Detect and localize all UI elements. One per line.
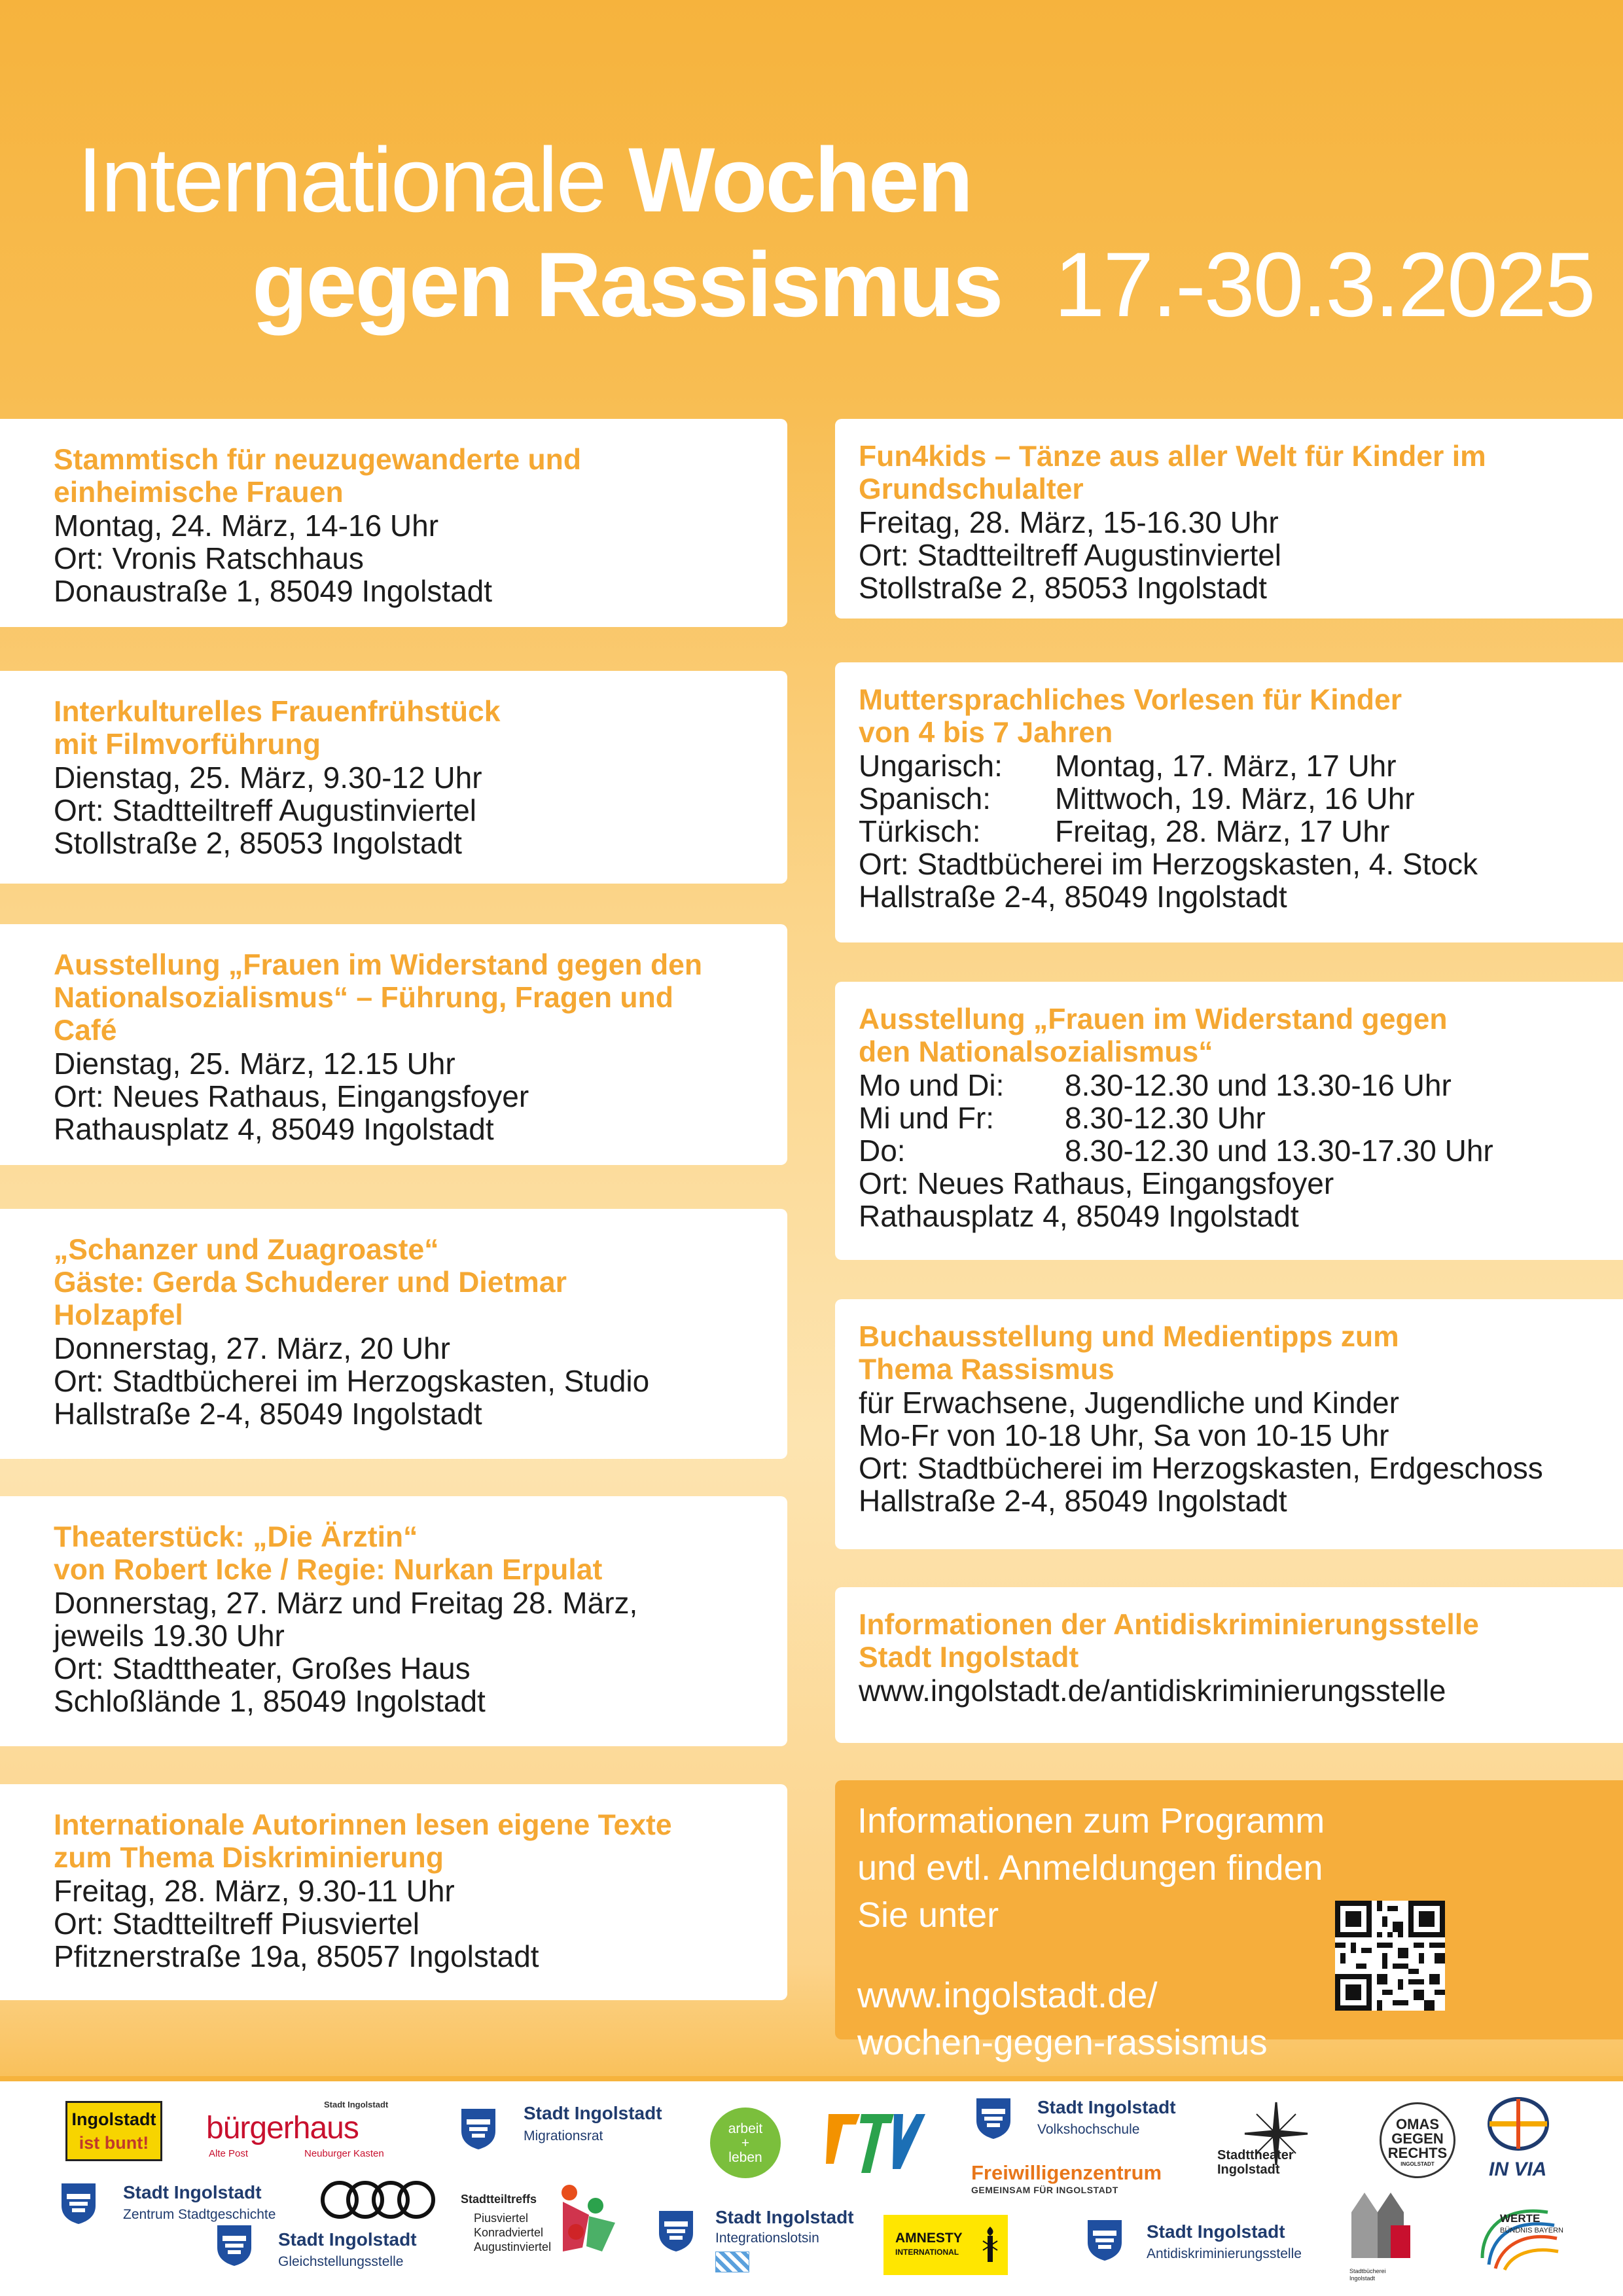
candle-icon xyxy=(982,2227,999,2265)
logo-text: INGOLSTADT xyxy=(1400,2161,1435,2167)
herzogskasten-building-icon xyxy=(1345,2186,1417,2265)
event-details: Montag, 24. März, 14-16 Uhr Ort: Vronis Ratschhaus Donaustraße 1, 85049 Ingolstadt xyxy=(54,509,493,608)
hours-value: 8.30-12.30 und 13.30-16 Uhr xyxy=(1065,1068,1452,1102)
event-details: Freitag, 28. März, 15-16.30 Uhr Ort: Stadtteiltreff Augustinviertel Stollstraße 2, 85053 Ingolstadt xyxy=(859,505,1282,605)
event-title: Stammtisch für neuzugewanderte und einheimische Frauen xyxy=(54,444,582,509)
title-line-2 xyxy=(77,232,1594,337)
logo-buergerhaus xyxy=(206,2100,402,2165)
event-title: „Schanzer und Zuagroaste“ Gäste: Gerda Schuderer und Dietmar Holzapfel xyxy=(54,1234,567,1331)
logo-integrationslotsin: Integrationslotsin xyxy=(715,2231,819,2246)
logo-werte: WERTE xyxy=(1500,2212,1541,2225)
language-label: Ungarisch: xyxy=(859,749,1003,783)
logo-text: RECHTS xyxy=(1387,2145,1448,2161)
program-url[interactable] xyxy=(857,1971,1603,2066)
logo-text: Ingolstadt xyxy=(71,2109,156,2129)
event-details: Dienstag, 25. März, 9.30-12 Uhr Ort: Stadtteiltreff Augustinviertel Stollstraße 2, 85053 Ingolstadt xyxy=(54,761,482,860)
ingolstadt-crest-icon xyxy=(460,2108,497,2151)
logo-text: Freiwilligenzentrum xyxy=(971,2161,1162,2184)
logo-stadt-ingolstadt: Stadt Ingolstadt xyxy=(1147,2221,1285,2242)
program-url-line-1[interactable]: www.ingolstadt.de/ xyxy=(857,1975,1158,2015)
event-title: Internationale Autorinnen lesen eigene Texte zum Thema Diskriminierung xyxy=(54,1809,672,1874)
logo-stadt-ingolstadt: Stadt Ingolstadt xyxy=(524,2103,662,2123)
logo-stadt-ingolstadt: Stadt Ingolstadt xyxy=(715,2207,854,2227)
logo-text: OMAS xyxy=(1396,2116,1439,2132)
event-card-schanzer xyxy=(0,1209,787,1459)
event-card-fun4kids xyxy=(835,419,1623,619)
language-time: Mittwoch, 19. März, 16 Uhr xyxy=(1055,781,1415,816)
logo-text: ist bunt! xyxy=(79,2133,149,2153)
event-card-theaterstueck xyxy=(0,1496,787,1746)
poster-title xyxy=(77,128,1594,337)
logo-stadtteiltreffs-list: Piusviertel Konradviertel Augustinviertel xyxy=(474,2212,552,2253)
program-url-line-2[interactable]: wochen-gegen-rassismus xyxy=(857,2022,1268,2062)
logo-freiwilligenzentrum xyxy=(971,2161,1168,2195)
antidiskriminierung-link[interactable]: www.ingolstadt.de/antidiskriminierungsstelle xyxy=(859,1674,1446,1708)
logo-gleichstellungsstelle: Gleichstellungsstelle xyxy=(278,2254,404,2269)
hours-value: 8.30-12.30 und 13.30-17.30 Uhr xyxy=(1065,1134,1493,1168)
logo-stadttheater: Stadttheater Ingolstadt xyxy=(1217,2148,1294,2177)
event-card-fruehstueck xyxy=(0,671,787,884)
opening-hours xyxy=(859,1069,1603,1167)
event-card-ausstellung-fuehrung xyxy=(0,924,787,1165)
logo-arbeit-und-leben xyxy=(710,2108,781,2178)
logo-werte-buendnis: BÜNDNIS BAYERN xyxy=(1500,2227,1563,2234)
logo-stadtteiltreffs-title: Stadtteiltreffs xyxy=(461,2193,537,2206)
days-label: Mo und Di: xyxy=(859,1068,1005,1102)
language-time: Montag, 17. März, 17 Uhr xyxy=(1055,749,1397,783)
logo-zentrum-stadtgeschichte: Zentrum Stadtgeschichte xyxy=(123,2207,276,2222)
logo-text: bürgerhaus xyxy=(206,2111,359,2145)
event-details: Ort: Neues Rathaus, Eingangsfoyer Rathausplatz 4, 85049 Ingolstadt xyxy=(859,1166,1334,1233)
event-title: Ausstellung „Frauen im Widerstand gegen den Nationalsozialismus“ – Führung, Fragen und Café xyxy=(54,949,703,1047)
title-bold-2: gegen Rassismus xyxy=(252,233,1002,336)
event-details: Dienstag, 25. März, 12.15 Uhr Ort: Neues Rathaus, Eingangsfoyer Rathausplatz 4, 85049 Ingolstadt xyxy=(54,1047,529,1146)
language-label: Türkisch: xyxy=(859,814,981,848)
logo-stadtbuecherei: Stadtbücherei Ingolstadt xyxy=(1349,2268,1386,2282)
logo-text: arbeit xyxy=(728,2121,763,2136)
event-title: Theaterstück: „Die Ärztin“ von Robert Icke / Regie: Nurkan Erpulat xyxy=(54,1521,603,1586)
logo-text: INTERNATIONAL xyxy=(895,2248,959,2257)
bavarian-ministry-icon xyxy=(715,2251,749,2272)
event-details: Donnerstag, 27. März und Freitag 28. März, jeweils 19.30 Uhr Ort: Stadttheater, Großes Haus Schloßlände 1, 85049 Ingolstadt xyxy=(54,1586,638,1718)
event-card-antidiskriminierung xyxy=(835,1587,1623,1743)
ingolstadt-crest-icon xyxy=(975,2097,1012,2140)
event-card-autorinnen xyxy=(0,1784,787,2000)
language-time: Freitag, 28. März, 17 Uhr xyxy=(1055,814,1390,848)
event-card-buchausstellung xyxy=(835,1299,1623,1549)
event-card-vorlesen xyxy=(835,662,1623,942)
title-light: Internationale xyxy=(77,128,605,231)
partner-logos xyxy=(0,2081,1623,2296)
logo-migrationsrat: Migrationsrat xyxy=(524,2128,603,2144)
logo-text: GEGEN xyxy=(1391,2130,1444,2147)
in-via-globe-icon xyxy=(1486,2097,1551,2151)
event-details: für Erwachsene, Jugendliche und Kinder Mo-Fr von 10-18 Uhr, Sa von 10-15 Uhr Ort: Stadtbücherei im Herzogskasten, Erdgeschoss Hallstraße 2-4, 85049 Ingolstadt xyxy=(859,1386,1543,1518)
logo-stadt-ingolstadt: Stadt Ingolstadt xyxy=(123,2182,262,2202)
hours-value: 8.30-12.30 Uhr xyxy=(1065,1101,1266,1135)
ingolstadt-crest-icon xyxy=(1086,2219,1123,2262)
logo-in-via: IN VIA xyxy=(1489,2159,1547,2180)
language-label: Spanisch: xyxy=(859,781,991,816)
logo-amnesty-international xyxy=(883,2215,1008,2275)
title-bold-1: Wochen xyxy=(628,128,972,231)
event-title: Fun4kids – Tänze aus aller Welt für Kinder im Grundschulalter xyxy=(859,440,1486,505)
days-label: Do: xyxy=(859,1134,906,1168)
language-schedule xyxy=(859,749,1603,848)
event-title: Interkulturelles Frauenfrühstück mit Filmvorführung xyxy=(54,696,501,761)
ingolstadt-crest-icon xyxy=(216,2224,253,2267)
event-title: Buchausstellung und Medientipps zum Thema Rassismus xyxy=(859,1321,1399,1386)
logo-antidiskriminierungsstelle: Antidiskriminierungsstelle xyxy=(1147,2246,1302,2261)
event-details: Freitag, 28. März, 9.30-11 Uhr Ort: Stadtteiltreff Piusviertel Pfitznerstraße 19a, 85057 Ingolstadt xyxy=(54,1874,539,1973)
event-details: Ort: Stadtbücherei im Herzogskasten, 4. Stock Hallstraße 2-4, 85049 Ingolstadt xyxy=(859,847,1478,914)
event-card-ausstellung xyxy=(835,982,1623,1260)
event-card-stammtisch xyxy=(0,419,787,627)
event-title: Muttersprachliches Vorlesen für Kinder von 4 bis 7 Jahren xyxy=(859,684,1402,749)
werte-buendnis-swirl-icon xyxy=(1476,2199,1561,2271)
footer-divider xyxy=(0,2076,1623,2081)
info-text: Informationen zum Programm und evtl. Anmeldungen finden Sie unter xyxy=(857,1801,1325,1935)
logo-text: AMNESTY xyxy=(895,2231,963,2246)
logo-text: Alte Post xyxy=(209,2148,249,2159)
days-label: Mi und Fr: xyxy=(859,1101,995,1135)
ingolstadt-crest-icon xyxy=(60,2182,97,2225)
ingolstadt-crest-icon xyxy=(658,2210,694,2253)
logo-text: leben xyxy=(728,2150,762,2165)
logo-text: Stadt Ingolstadt xyxy=(324,2100,389,2109)
qr-code-icon[interactable] xyxy=(1335,1901,1445,2011)
logo-text: Neuburger Kasten xyxy=(304,2148,384,2159)
audi-rings-icon xyxy=(319,2179,436,2220)
logo-text: GEMEINSAM FÜR INGOLSTADT xyxy=(971,2185,1118,2195)
logo-ingolstadt-ist-bunt xyxy=(65,2101,162,2161)
logo-text: + xyxy=(741,2136,750,2151)
stadtteiltreffs-stw-logo-icon xyxy=(823,2102,928,2174)
logo-volkshochschule: Volkshochschule xyxy=(1037,2122,1140,2137)
event-title: Ausstellung „Frauen im Widerstand gegen den Nationalsozialismus“ xyxy=(859,1003,1448,1068)
logo-omas-gegen-rechts xyxy=(1380,2102,1455,2178)
logo-stadt-ingolstadt: Stadt Ingolstadt xyxy=(1037,2097,1176,2117)
event-title: Informationen der Antidiskriminierungsstelle Stadt Ingolstadt xyxy=(859,1609,1479,1674)
info-box xyxy=(835,1780,1623,2062)
logo-stadt-ingolstadt: Stadt Ingolstadt xyxy=(278,2229,417,2250)
stadtteiltreffs-people-icon xyxy=(550,2179,622,2258)
event-date-range: 17.-30.3.2025 xyxy=(1054,233,1594,336)
event-details: Donnerstag, 27. März, 20 Uhr Ort: Stadtbücherei im Herzogskasten, Studio Hallstraße 2-4, 85049 Ingolstadt xyxy=(54,1331,650,1431)
